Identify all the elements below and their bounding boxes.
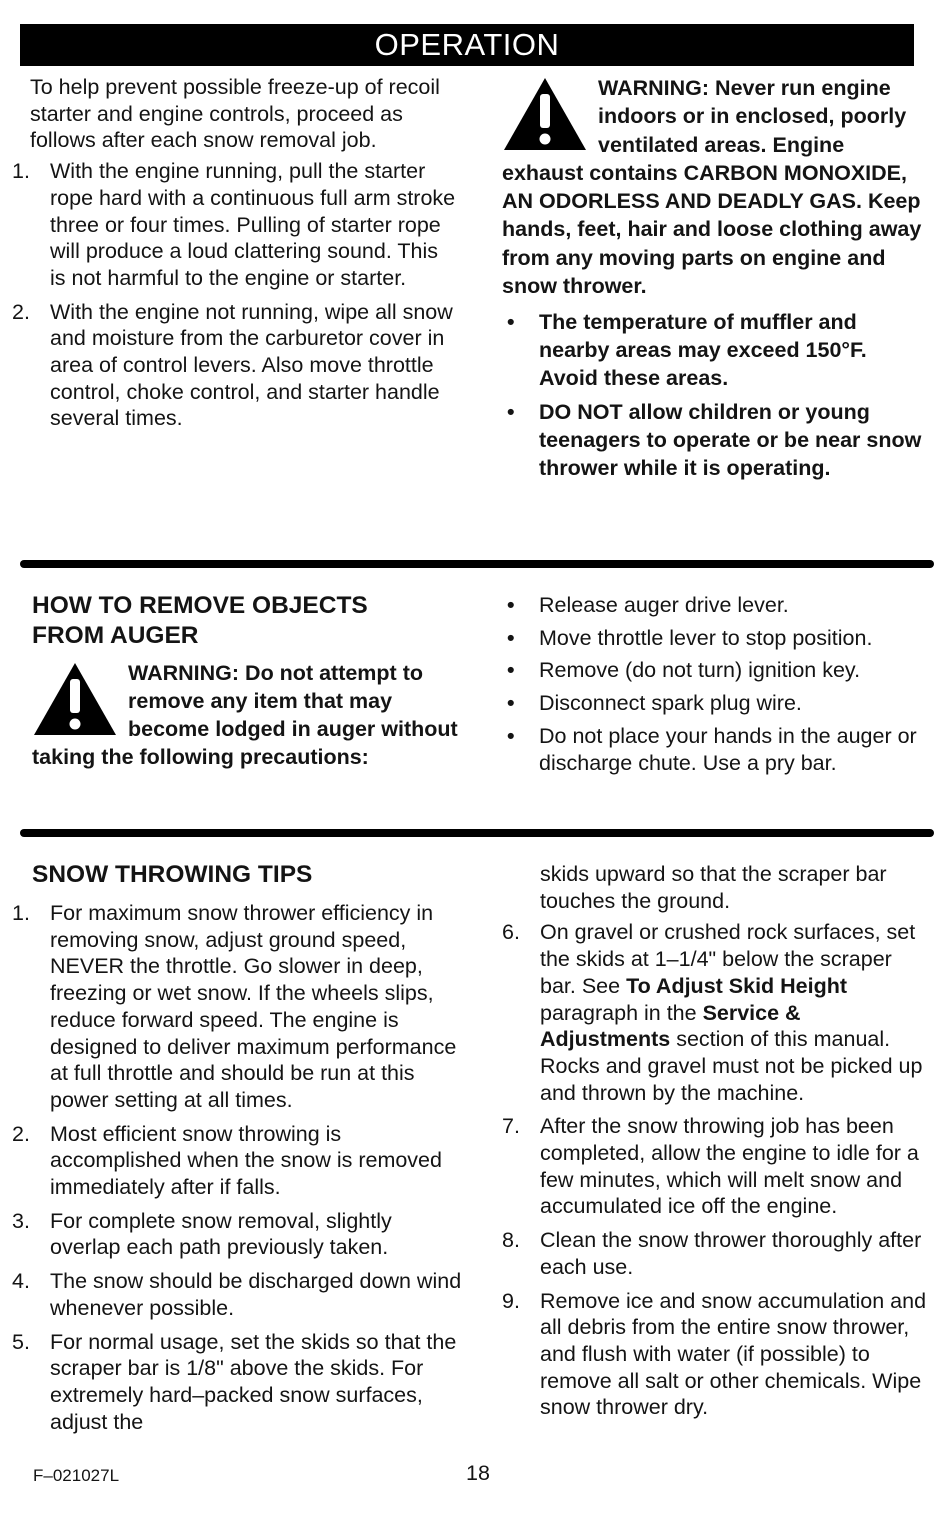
remove-section — [32, 591, 462, 771]
list-item — [490, 1113, 930, 1220]
step-number: 4. — [12, 1269, 30, 1294]
step-number: 1. — [12, 901, 30, 925]
list-item: • Disconnect spark plug wire. — [507, 691, 802, 716]
step-number: 8. — [502, 1228, 520, 1253]
list-item — [490, 1288, 930, 1422]
tips-section — [12, 860, 462, 1435]
warning-triangle-icon — [502, 76, 588, 152]
list-item: • The temperature of muffler and nearby areas may exceed 150°F. Avoid these areas. — [507, 310, 867, 391]
tips-steps-right — [490, 861, 930, 1421]
step-text: The snow should be discharged down wind whenever possible. — [50, 1269, 462, 1320]
step-continuation: skids upward so that the scraper bar touches the ground. — [540, 862, 887, 913]
section-banner: OPERATION — [20, 24, 914, 66]
step-text: For complete snow removal, slightly overlap each path previously taken. — [50, 1208, 392, 1260]
step-number: 2. — [12, 1121, 30, 1146]
auger-warning — [32, 659, 462, 771]
list-item — [0, 1329, 462, 1436]
freeze-intro: To help prevent possible freeze-up of recoil starter and engine controls, proceed as follows after each snow removal job. — [30, 75, 440, 153]
section-divider — [20, 560, 934, 568]
list-item — [0, 158, 458, 292]
list-item — [0, 1121, 462, 1201]
step-number: 1. — [12, 159, 30, 184]
tips-steps-left — [0, 900, 462, 1435]
warning-triangle-icon — [32, 661, 118, 737]
list-item — [0, 900, 462, 1114]
list-item: • Move throttle lever to stop position. — [507, 625, 873, 650]
step-text: After the snow throwing job has been completed, allow the engine to idle for a few minutes, which will melt snow and accumulated ice off the engine. — [540, 1114, 919, 1219]
section-heading: HOW TO REMOVE OBJECTS FROM AUGER — [32, 592, 368, 649]
bullet-text: Move throttle lever to stop position. — [539, 625, 873, 650]
list-item — [490, 1227, 930, 1280]
bullet-text: Disconnect spark plug wire. — [539, 691, 802, 716]
step-text: Most efficient snow throwing is accomplished when the snow is removed immediately after if falls. — [50, 1121, 442, 1200]
step-number: 9. — [502, 1288, 520, 1313]
warning-bullets — [502, 308, 922, 482]
list-item — [490, 919, 930, 1106]
list-item — [0, 1208, 462, 1261]
bullet-text: DO NOT allow children or young teenagers to operate or be near snow thrower while it is operating. — [539, 400, 922, 481]
step-number: 7. — [502, 1114, 520, 1139]
warning-text: WARNING: Never run engine indoors or in enclosed, poorly ventilated areas. Engine exhaust contains CARBON MONOXIDE, AN ODORLESS AND DEADLY GAS. Keep hands, feet, hair and loose clothing away from any moving parts on engine and snow thrower. — [502, 76, 922, 299]
precaution-list — [502, 592, 922, 776]
page-number: 18 — [466, 1461, 490, 1485]
freeze-steps — [0, 158, 458, 432]
list-item — [0, 1268, 462, 1321]
step-number: 6. — [502, 920, 520, 945]
step-number: 5. — [12, 1329, 30, 1354]
bullet-text: The temperature of muffler and nearby areas may exceed 150°F. Avoid these areas. — [539, 310, 867, 391]
list-item: • Remove (do not turn) ignition key. — [507, 658, 861, 683]
step-number: 2. — [12, 299, 30, 324]
list-item — [0, 299, 458, 433]
step-text: Clean the snow thrower thoroughly after each use. — [540, 1228, 922, 1279]
section-divider — [20, 829, 934, 837]
list-item: • Release auger drive lever. — [507, 593, 789, 617]
step-text: For maximum snow thrower efficiency in removing snow, adjust ground speed, NEVER the throttle. Go slower in deep, freezing or wet snow. If the wheels slips, reduce forward speed. The engine is designed to deliver maximum performance at full throttle and should be run at this power setting at all times. — [50, 901, 457, 1112]
bullet-text: Do not place your hands in the auger or discharge chute. Use a pry bar. — [539, 723, 917, 775]
engine-warning — [502, 74, 922, 482]
bullet-text: Remove (do not turn) ignition key. — [539, 658, 861, 683]
list-item: • Do not place your hands in the auger or discharge chute. Use a pry bar. — [507, 723, 917, 775]
section-heading: SNOW THROWING TIPS — [32, 861, 313, 888]
step-text: Remove ice and snow accumulation and all debris from the entire snow thrower, and flush with water (if possible) to remove all salt or other chemicals. Wipe snow thrower dry. — [540, 1288, 927, 1420]
document-code: F–021027L — [33, 1466, 120, 1485]
step-text: For normal usage, set the skids so that the scraper bar is 1/8" above the skids. For extremely hard–packed snow surfaces, adjust the — [50, 1329, 457, 1434]
bullet-text: Release auger drive lever. — [539, 593, 789, 617]
step-text: With the engine not running, wipe all snow and moisture from the carburetor cover in area of control levers. Also move throttle control, choke control, and starter handle several times. — [50, 299, 453, 431]
list-item: • DO NOT allow children or young teenagers to operate or be near snow thrower while it is operating. — [507, 400, 922, 481]
step-text: With the engine running, pull the starter rope hard with a continuous full arm stroke three or four times. Pulling of starter rope will produce a loud clattering sound. This is not harmful to the engine or starter. — [50, 159, 456, 290]
step-text: On gravel or crushed rock surfaces, set the skids at 1–1/4" below the scraper bar. See To Adjust Skid Height paragraph in the Service & Adjustments section of this manual. Rocks and gravel must not be picked up and thrown by the machine. — [540, 920, 923, 1105]
step-number: 3. — [12, 1208, 30, 1233]
freeze-section — [12, 74, 458, 439]
warning-text: WARNING: Do not attempt to remove any item that may become lodged in auger without taking the following precautions: — [32, 661, 458, 769]
